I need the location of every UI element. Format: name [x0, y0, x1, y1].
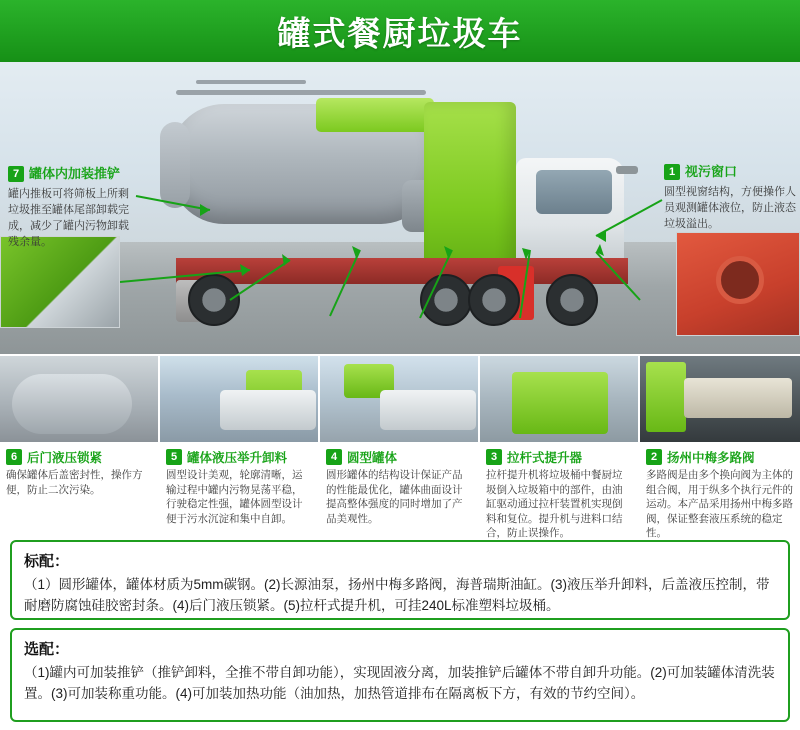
feature-card-4: [320, 356, 480, 540]
feature-card-2-photo: [640, 356, 800, 442]
tank-rear-cap: [160, 122, 190, 208]
standard-config-title: 标配：: [24, 553, 70, 570]
callout-7: [8, 166, 134, 250]
optional-config-box: [10, 628, 790, 722]
cab-mirror-icon: [616, 166, 638, 174]
number-badge-icon: 2: [646, 449, 662, 465]
feature-card-5: [160, 356, 320, 540]
feature-card-3-title: 拉杆式提升器: [507, 451, 583, 465]
wheel-front: [546, 274, 598, 326]
number-badge-icon: 5: [166, 449, 182, 465]
wheel-mid-1: [420, 274, 472, 326]
feature-card-2-title: 扬州中梅多路阀: [667, 451, 755, 465]
lifter-green-shape: [512, 372, 608, 434]
optional-config-title: 选配：: [24, 641, 70, 658]
wheel-rear-left: [188, 274, 240, 326]
truck-shape: [220, 390, 316, 430]
optional-config-text: （1)罐内可加装推铲（推铲卸料，全推不带自卸功能），实现固液分离，加装推铲后罐体不带自卸升功能。(2)可加装罐体清洗装置。(3)可加装称重功能。(4)可加装加热功能（油加热，加热管道排布在隔离板下方，有效的节约空间）。: [24, 665, 775, 701]
feature-card-6-head: [6, 448, 152, 466]
feature-card-4-photo: [320, 356, 478, 442]
feature-card-3-body: 拉杆提升机将垃圾桶中餐厨垃圾倒入垃圾箱中的部件，由油缸驱动通过拉杆装置机实现倒料和复位。提升机与进料口结合，防止误操作。: [486, 469, 623, 539]
wheel-mid-2: [468, 274, 520, 326]
green-lifter-housing: [424, 102, 516, 282]
callout-7-head: [8, 166, 134, 182]
callout-7-body: 罐内推板可将筛板上所剩垃圾推至罐体尾部卸载完成，减少了罐内污物卸载残余量。: [8, 188, 129, 248]
feature-card-5-body: 圆型设计美观，轮廓清晰，运输过程中罐内污物晃荡平稳，行驶稳定性强，罐体圆型设计便于污水沉淀和集中自卸。: [166, 469, 303, 525]
truck-shape: [380, 390, 476, 430]
callout-1-title: 视污窗口: [685, 164, 738, 179]
feature-card-6-title: 后门液压锁紧: [27, 451, 103, 465]
callout-1: [664, 164, 796, 232]
number-badge-icon: 7: [8, 166, 24, 182]
green-hopper-top: [316, 98, 434, 132]
callout-1-head: [664, 164, 796, 180]
number-badge-icon: 6: [6, 449, 22, 465]
feature-card-5-head: [166, 448, 312, 466]
page-title: 罐式餐厨垃圾车: [277, 14, 523, 52]
multi-way-valve-shape: [684, 378, 792, 418]
page-header: [0, 0, 800, 62]
sight-glass-port-icon: [716, 256, 764, 304]
feature-card-6-photo: [0, 356, 158, 442]
feature-card-4-head: [326, 448, 472, 466]
feature-card-6: [0, 356, 160, 540]
feature-card-strip: [0, 356, 800, 540]
callout-1-body: 圆型视窗结构，方便操作人员观测罐体液位，防止液态垃圾溢出。: [664, 186, 796, 230]
feature-card-5-title: 罐体液压举升卸料: [187, 451, 288, 465]
number-badge-icon: 3: [486, 449, 502, 465]
feature-card-5-photo: [160, 356, 318, 442]
feature-card-2-body: 多路阀是由多个换向阀为主体的组合阀，用于纵多个执行元件的运动。本产品采用扬州中梅多路阀，保证整套液压系统的稳定性。: [646, 469, 793, 539]
feature-card-6-body: 确保罐体后盖密封性，操作方便，防止二次污染。: [6, 469, 143, 496]
number-badge-icon: 1: [664, 164, 680, 180]
feature-card-2: [640, 356, 800, 540]
green-body-shape: [646, 362, 686, 432]
standard-config-box: [10, 540, 790, 620]
standard-config-text: （1）圆形罐体，罐体材质为5mm碳钢。(2)长源油泵，扬州中梅多路阀，海普瑞斯油缸。(3)液压举升卸料，后盖液压控制，带耐磨防腐蚀硅胶密封条。(4)后门液压锁紧。(5)拉杆式提升机，可挂240L标准塑料垃圾桶。: [24, 577, 770, 613]
feature-card-2-head: [646, 448, 794, 466]
callout-7-title: 罐体内加装推铲: [29, 166, 121, 181]
feature-card-4-body: 圆形罐体的结构设计保证产品的性能最优化，罐体曲面设计提高整体强度的同时增加了产品美观性。: [326, 469, 463, 525]
tank-rail-secondary-icon: [196, 80, 306, 84]
cab-window: [536, 170, 612, 214]
feature-card-3-head: [486, 448, 632, 466]
tank-rear-door-photo-shape: [12, 374, 132, 434]
number-badge-icon: 4: [326, 449, 342, 465]
feature-card-3: [480, 356, 640, 540]
feature-card-3-photo: [480, 356, 638, 442]
feature-card-4-title: 圆型罐体: [347, 451, 398, 465]
tank-rail-icon: [176, 90, 426, 95]
